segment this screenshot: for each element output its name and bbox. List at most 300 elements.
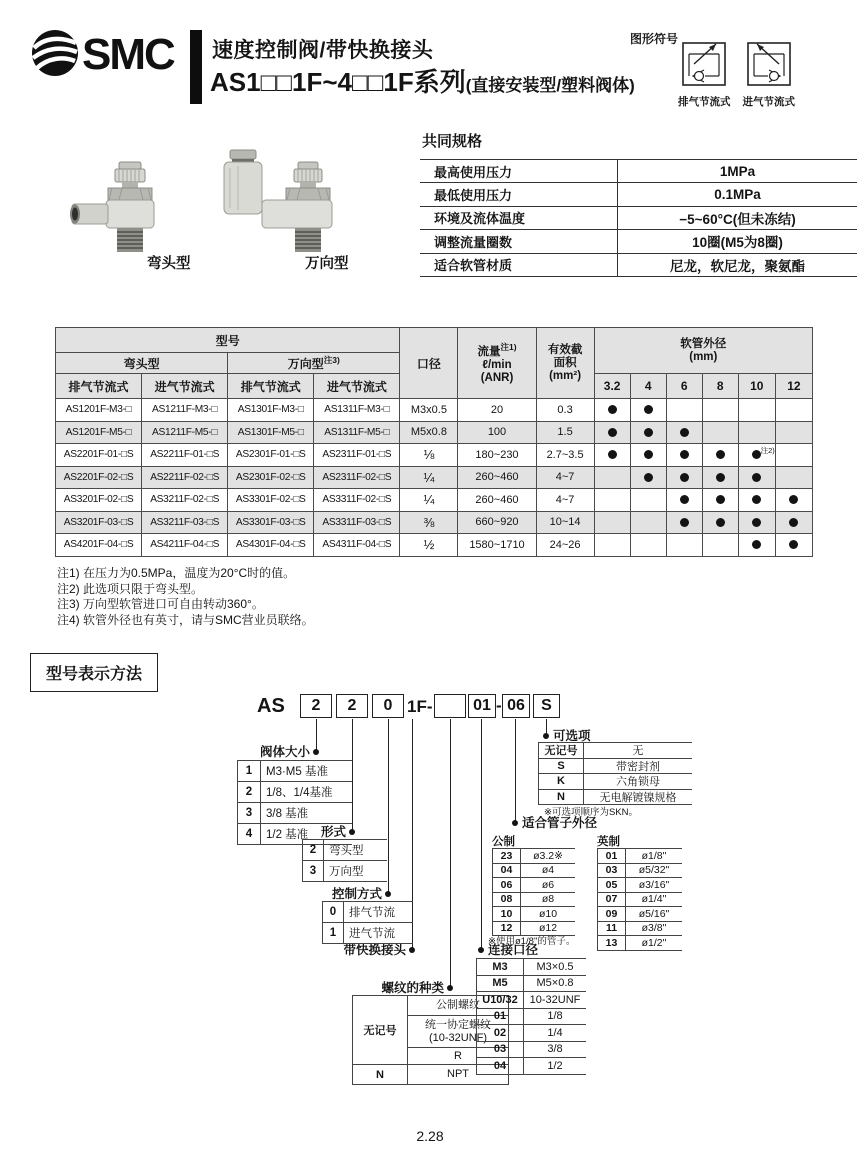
thread-metric: 公制螺纹 [408,996,509,1016]
connector-line [481,719,482,951]
connector-dot [313,749,319,755]
model-code-cell: AS2201F-02-□S [56,466,142,489]
connector-dot [478,947,484,953]
port-cell: ⅜ [400,511,458,534]
dot-cell [630,489,666,512]
options-table [538,742,692,805]
size-col: 6 [666,374,702,399]
digit-box-body-size: 2 [300,694,332,718]
model-row [56,534,813,557]
model-code-cell: AS3201F-02-□S [56,489,142,512]
model-code-cell: AS3211F-03-□S [142,511,228,534]
option-code: 03 [477,1042,524,1058]
connector-dot [543,733,549,739]
dot-cell [775,489,812,512]
dot-cell [702,466,738,489]
note-2: 注2) 此选项只限于弯头型。 [57,581,204,596]
option-code: 09 [598,907,626,921]
option-code: S [539,759,584,774]
col-exhaust: 排气节流式 [56,374,142,399]
availability-dot [789,495,798,504]
option-row [238,761,352,782]
page-title: 速度控制阀/带快换接头 [212,39,434,62]
spec-row [420,230,857,253]
connector-dot [409,947,415,953]
availability-dot [752,518,761,527]
option-row [493,878,575,893]
option-value: M3×0.5 [536,960,574,973]
option-value: ø1/2" [641,936,667,949]
model-code-cell: AS1211F-M5-□ [142,421,228,444]
option-row [598,936,682,951]
dot-cell [775,421,812,444]
option-value: 带密封剂 [616,760,660,773]
col-flow: 流量$^{注1)}$ ℓ/min (ANR) [458,328,536,399]
col-port: 口径 [400,328,458,399]
availability-dot [716,450,725,459]
option-box: S [533,694,560,718]
availability-dot [680,495,689,504]
option-code: 04 [493,864,521,878]
option-row [493,893,575,908]
dot-cell [666,399,702,422]
dot-cell [702,399,738,422]
option-value: 1/2 [547,1059,563,1072]
option-value: 1/4 [547,1026,563,1039]
col-exhaust: 排气节流式 [228,374,314,399]
option-row [598,878,682,893]
option-value: 进气节流 [349,928,395,940]
availability-dot [789,540,798,549]
option-row [598,922,682,937]
pneumatic-symbol-icon [680,40,728,90]
option-row [238,782,352,803]
model-code-cell: AS2311F-01-□S [314,444,400,467]
dot-cell [594,466,630,489]
dot-cell [702,511,738,534]
option-code: 06 [493,878,521,892]
option-code: 03 [598,864,626,878]
option-row [477,1058,586,1075]
connector-dot [385,891,391,897]
model-code-cell: AS2301F-01-□S [228,444,314,467]
model-code-cell: AS4301F-04-□S [228,534,314,557]
availability-dot [680,450,689,459]
option-code: 23 [493,849,521,863]
pneumatic-symbol-icon [745,40,793,90]
spec-value: −5~60°C(但未冻结) [679,211,796,227]
symbol-caption: 进气节流式 [742,96,795,108]
option-code: M3 [477,959,524,975]
connector-line [515,719,516,824]
spec-row [420,160,857,183]
option-value: 无 [632,745,644,758]
option-value: 弯头型 [329,845,364,857]
col-intake: 进气节流式 [142,374,228,399]
option-code: 2 [238,782,261,802]
availability-dot [608,450,617,459]
option-value: 1/8、1/4基准 [266,787,333,799]
option-row [477,976,586,993]
option-value: ø4 [541,864,555,877]
option-row [477,1009,586,1026]
dot-cell [666,534,702,557]
model-code-cell: AS1201F-M5-□ [56,421,142,444]
dot-cell [594,511,630,534]
area-cell: 4~7 [536,489,594,512]
size-col: 4 [630,374,666,399]
size-col: 3.2 [594,374,630,399]
options-note: ※可选项顺序为SKN。 [544,807,638,818]
availability-dot [644,450,653,459]
dot-cell [738,534,775,557]
model-code-cell: AS4311F-04-□S [314,534,400,557]
dot-cell [630,399,666,422]
availability-dot [716,518,725,527]
universal-valve-icon [212,148,362,258]
option-row [539,759,692,775]
dot-cell [738,399,775,422]
option-value: 1/2 基准 [266,829,309,841]
option-row [303,861,387,882]
option-value: ø3.2※ [533,849,563,862]
model-code-cell: AS2211F-01-□S [142,444,228,467]
thread-none-code: 无记号 [353,996,408,1065]
size-col: 12 [775,374,812,399]
spec-value: 0.1MPa [714,187,761,203]
title-divider-bar [190,30,202,104]
col-model: 型号 [56,328,400,353]
dot-cell [775,466,812,489]
option-row [539,790,692,806]
dot-cell [775,399,812,422]
body-size-table [237,760,352,845]
dot-cell [702,489,738,512]
common-specs-section [420,130,857,277]
option-row [303,840,387,861]
model-row [56,444,813,467]
note-4: 注4) 软管外径也有英寸，请与SMC营业员联络。 [57,612,314,627]
availability-dot [680,518,689,527]
dot-cell [738,466,775,489]
spec-value: 1MPa [719,163,756,179]
photo-caption-elbow: 弯头型 [147,256,191,272]
option-code: 04 [477,1058,524,1074]
option-value: ø1/4" [641,893,667,906]
model-prefix: AS [257,695,285,717]
svg-text:SMC: SMC [82,30,174,79]
model-table-body [56,399,813,557]
model-code-cell: AS3301F-02-□S [228,489,314,512]
option-value: M3·M5 基准 [266,766,328,778]
dot-cell [775,534,812,557]
model-code-cell: AS2201F-01-□S [56,444,142,467]
thread-r: R [408,1048,509,1065]
port-cell: M3x0.5 [400,399,458,422]
option-value: ø12 [538,922,558,935]
availability-dot [752,540,761,549]
spec-row [420,207,857,230]
dot-cell [666,511,702,534]
area-cell: 10~14 [536,511,594,534]
model-code-cell: AS3311F-03-□S [314,511,400,534]
availability-dot [716,495,725,504]
connector-dot [512,820,518,826]
photo-caption-universal: 万向型 [305,256,349,272]
model-row [56,466,813,489]
area-cell: 4~7 [536,466,594,489]
option-row [539,774,692,790]
port-cell: ¼ [400,466,458,489]
option-row [493,864,575,879]
availability-dot [644,428,653,437]
symbol-meter-out [678,40,731,109]
digit-box-control: 0 [372,694,404,718]
option-value: ø5/32" [638,864,670,877]
option-code: 4 [238,824,261,844]
model-code-cell: AS1201F-M3-□ [56,399,142,422]
spec-label: 调整流量圈数 [420,230,618,252]
flow-cell: 180~230 [458,444,536,467]
smc-logo [30,26,190,85]
ordering-section [0,645,860,1105]
option-code: K [539,774,584,789]
dot-cell [666,444,702,467]
dot-cell [630,444,666,467]
option-code: M5 [477,976,524,992]
dot-cell [594,399,630,422]
flow-cell: 660~920 [458,511,536,534]
port-size-box: 01 [468,694,496,718]
thread-unf: 统一协定螺纹 (10-32UNF) [408,1016,509,1048]
dot-cell [594,534,630,557]
option-code: 3 [238,803,261,823]
dash: - [496,696,502,715]
col-universal: 万向型$^{注3)}$ [228,353,400,374]
spec-label: 最高使用压力 [420,160,618,182]
option-row [323,902,413,923]
port-cell: ⅛ [400,444,458,467]
col-intake: 进气节流式 [314,374,400,399]
thread-type-label: 螺纹的种类 [381,981,444,995]
control-table [322,901,413,944]
fitting-label: 带快换接头 [343,943,406,957]
connector-line [450,719,451,989]
option-value: M5×0.8 [536,977,574,990]
spec-value: 10圈(M5为8圈) [692,235,783,251]
dot-cell [630,511,666,534]
symbol-caption: 排气节流式 [678,96,731,108]
dot-note: 注2) [760,446,775,455]
spec-label: 环境及流体温度 [420,207,618,229]
option-value: 万向型 [329,866,364,878]
note-1: 注1) 在压力为0.5MPa，温度为20°C时的值。 [57,566,296,580]
flow-cell: 260~460 [458,466,536,489]
option-code: 05 [598,878,626,892]
body-size-label: 阀体大小 [259,745,310,759]
port-cell: ½ [400,534,458,557]
availability-dot [752,495,761,504]
dot-cell [738,421,775,444]
availability-dot [644,405,653,414]
flow-cell: 1580~1710 [458,534,536,557]
model-code-cell: AS3201F-03-□S [56,511,142,534]
dot-cell [666,466,702,489]
dot-cell [666,421,702,444]
option-row [477,959,586,976]
option-value: ø1/8" [641,849,667,862]
option-code: N [539,790,584,805]
dot-cell [738,444,775,467]
model-code-cell: AS1301F-M3-□ [228,399,314,422]
availability-dot [608,405,617,414]
connector-line [352,719,353,833]
option-code: U10/32 [477,992,524,1008]
model-code-cell: AS1311F-M3-□ [314,399,400,422]
option-value: ø5/16" [638,907,670,920]
model-code-cell: AS3301F-03-□S [228,511,314,534]
connector-dot [447,985,453,991]
area-cell: 24~26 [536,534,594,557]
smc-logo-icon [30,26,190,80]
dot-cell [630,421,666,444]
area-cell: 2.7~3.5 [536,444,594,467]
tube-size-box: 06 [502,694,530,718]
option-code: 无记号 [539,743,584,758]
metric-header: 公制 [492,836,515,848]
note-3: 注3) 万向型软管进口可自由转动360°。 [57,597,264,611]
dot-cell [666,489,702,512]
availability-dot [608,428,617,437]
symbol-meter-in [743,40,796,109]
model-code-cell: AS3211F-02-□S [142,489,228,512]
digit-box-style: 2 [336,694,368,718]
availability-dot [680,428,689,437]
option-row [477,992,586,1009]
availability-dot [752,473,761,482]
option-value: ø8 [541,893,555,906]
option-code: 07 [598,893,626,907]
option-row [493,849,575,864]
connector-line [316,719,317,753]
option-row [323,923,413,944]
port-size-label: 连接口径 [488,943,539,957]
option-code: 02 [477,1025,524,1041]
inch-header: 英制 [597,836,620,848]
series-title: AS1□□1F~4□□1F系列(直接安装型/塑料阀体) [210,67,635,97]
dot-cell [738,489,775,512]
dot-cell [775,511,812,534]
spec-value: 尼龙，软尼龙，聚氨酯 [670,258,805,274]
options-label: 可选项 [553,729,591,743]
option-value: 3/8 [547,1043,563,1056]
option-row [493,907,575,922]
option-code: 10 [493,907,521,921]
area-cell: 0.3 [536,399,594,422]
model-code-cell: AS1211F-M3-□ [142,399,228,422]
connector-line [388,719,389,895]
dot-cell [594,444,630,467]
availability-dot [716,473,725,482]
option-code: 01 [598,849,626,863]
col-area: 有效截 面积 (mm²) [536,328,594,399]
thread-type-box [434,694,466,718]
port-size-table [476,958,586,1075]
model-code-cell: AS2301F-02-□S [228,466,314,489]
spec-row [420,183,857,206]
dot-cell [702,534,738,557]
elbow-valve-icon [62,160,190,256]
option-value: 3/8 基准 [266,808,309,820]
dot-cell [738,511,775,534]
style-table [302,839,387,882]
ordering-title-box: 型号表示方法 [30,653,158,692]
availability-dot [644,473,653,482]
tube-od-label: 适合管子外径 [522,816,598,830]
port-cell: M5x0.8 [400,421,458,444]
option-code: 3 [303,861,324,881]
option-row [238,803,352,824]
port-cell: ¼ [400,489,458,512]
elbow-type-photo [62,160,190,261]
flow-cell: 100 [458,421,536,444]
control-label: 控制方式 [331,887,382,901]
model-code-cell: AS4201F-04-□S [56,534,142,557]
series-suffix: (直接安装型/塑料阀体) [465,76,635,95]
graphic-symbols-label: 图形符号 [630,32,679,46]
option-code: 12 [493,922,521,936]
dot-cell [594,421,630,444]
option-code: 08 [493,893,521,907]
model-code-cell: AS2311F-02-□S [314,466,400,489]
option-row [598,893,682,908]
model-table-header [56,328,813,399]
option-code: 13 [598,936,626,950]
availability-dot [680,473,689,482]
flow-cell: 20 [458,399,536,422]
option-row [598,907,682,922]
model-code-cell: AS4211F-04-□S [142,534,228,557]
spec-label: 最低使用压力 [420,183,618,205]
spec-label: 适合软管材质 [420,254,618,276]
dot-cell [775,444,812,467]
size-col: 8 [702,374,738,399]
option-code: 2 [303,840,324,860]
dot-cell [594,489,630,512]
dot-cell [630,534,666,557]
size-col: 10 [738,374,775,399]
model-code-cell: AS1301F-M5-□ [228,421,314,444]
option-value: ø10 [538,907,558,920]
option-row [539,743,692,759]
page-number: 2.28 [416,1128,444,1144]
option-value: 六角锁母 [616,776,660,789]
model-mid-text: 1F- [407,697,433,716]
table-notes [57,566,314,628]
dot-cell [702,421,738,444]
model-row [56,511,813,534]
option-code: 01 [477,1009,524,1025]
option-value: ø3/8" [641,922,667,935]
model-row [56,421,813,444]
common-specs-table [420,159,857,277]
availability-dot [789,518,798,527]
common-specs-title: 共同规格 [422,133,483,150]
option-value: 排气节流 [349,907,395,919]
graphic-symbols [678,40,795,109]
option-row [477,1042,586,1059]
flow-cell: 260~460 [458,489,536,512]
